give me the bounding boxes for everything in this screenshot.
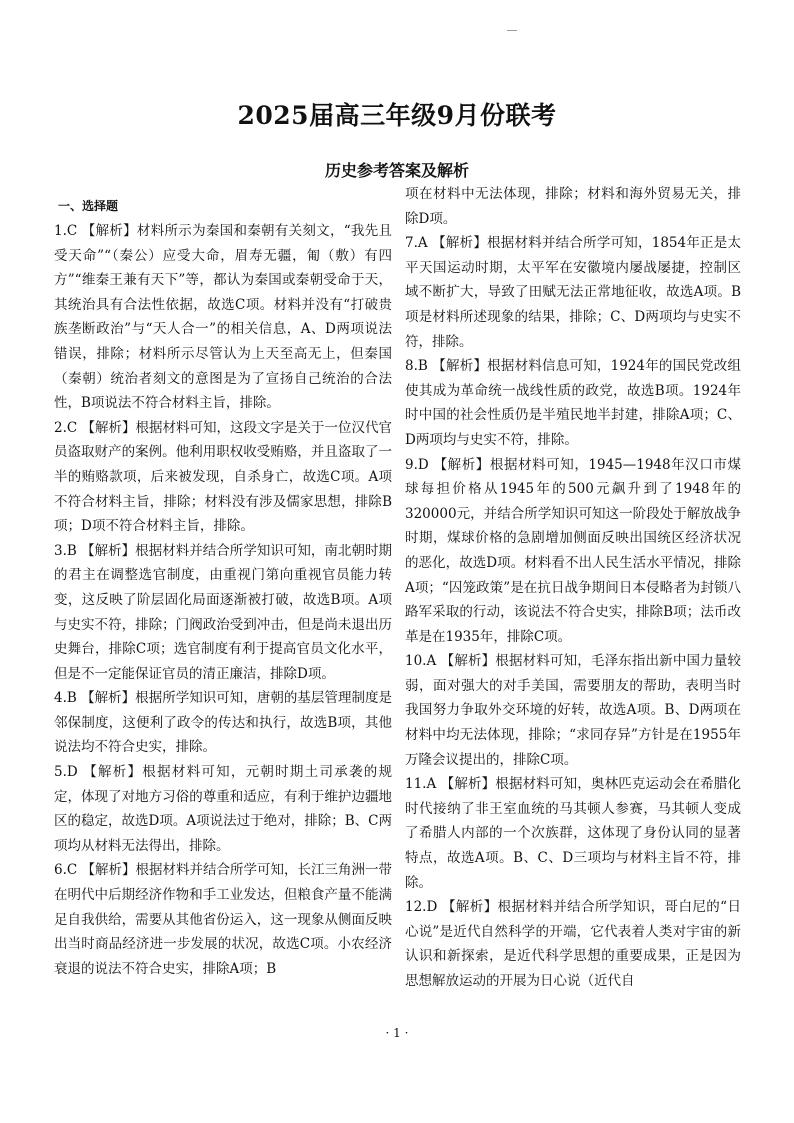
scan-mark: [507, 30, 517, 31]
answer-item-2: 2.C 【解析】根据材料可知，这段文字是关于一位汉代官员盗取财产的案例。他利用职权收受贿赂，并且盗取了一半的贿赂款项，后来被发现，自杀身亡，故选C项。A项不符合材料主旨，排除；材料没有涉及儒家思想，排除B项；D项不符合材料主旨，排除。: [54, 419, 393, 535]
left-column: [54, 219, 392, 981]
answer-item-1: 1.C 【解析】材料所示为秦国和秦朝有关刻文，“我先且受天命”“（秦公）应受大命，眉寿无疆，匍（敷）有四方”“维秦王兼有天下”等，都认为秦国或秦朝受命于天，其统治具有合法性依据，故选C项。材料并没有“打破贵族垄断政治”与“天人合一”的相关信息，A、D两项说法错误，排除；材料所示尽管认为上天至高无上，但秦国（秦朝）统治者刻文的意图是为了宣扬自己统治的合法性，B项说法不符合材料主旨，排除。: [54, 223, 392, 412]
answer-item-5: 5.D 【解析】根据材料可知，元朝时期土司承袭的规定，体现了对地方习俗的尊重和适应，有利于维护边疆地区的稳定，故选D项。A项说法过于绝对，排除；B、C两项均从材料无法得出，排除。: [54, 764, 392, 854]
page-subtitle: 历史参考答案及解析: [324, 161, 469, 180]
answer-item-10: 10.A 【解析】根据材料可知，毛泽东指出新中国力量较弱，面对强大的对手美国，需要朋友的帮助，表明当时我国努力争取外交环境的好转，故选A项。B、D两项在材料中均无法体现，排除；“求同存异”方针是在1955年万隆会议提出的，排除C项。: [405, 653, 741, 768]
answer-item-11: 11.A 【解析】根据材料可知，奥林匹克运动会在希腊化时代接纳了非王室血统的马其顿人参赛，马其顿人变成了希腊人内部的一个次族群，这体现了身份认同的显著特点，故选A项。B、C、D三项均与材料主旨不符，排除。: [405, 776, 741, 891]
answer-item-6-continuation: 项在材料中无法体现，排除；材料和海外贸易无关，排除D项。: [405, 186, 741, 227]
answer-item-9: 9.D 【解析】根据材料可知，1945—1948年汉口市煤球每担价格从1945年的500元飙升到了1948年的320000元，并结合所学知识可知这一阶段处于解放战争时期，煤球价格的急剧增加侧面反映出国统区经济状况的恶化，故选D项。材料看不出人民生活水平情况，排除A项；“囚笼政策”是在抗日战争期间日本侵略者为封锁八路军采取的行动，该说法不符合史实，排除B项；法币改革是在1935年，排除C项。: [405, 456, 741, 645]
answer-item-8: 8.B 【解析】根据材料信息可知，1924年的国民党改组使其成为革命统一战线性质的政党，故选B项。1924年时中国的社会性质仍是半殖民地半封建，排除A项；C、D两项均与史实不符，排除。: [405, 358, 741, 448]
section-heading: 一、选择题: [58, 199, 119, 213]
answer-item-6: 6.C 【解析】根据材料并结合所学可知，长江三角洲一带在明代中后期经济作物和手工业发达，但粮食产量不能满足自我供给，需要从其他省份运入，这一现象从侧面反映出当时商品经济进一步发展的状况，故选C项。小农经济衰退的说法不符合史实，排除A项；B: [54, 862, 393, 977]
page-title: 2025届高三年级9月份联考: [237, 101, 557, 130]
page-number: · 1 ·: [385, 1026, 409, 1040]
answer-item-12: 12.D 【解析】根据材料并结合所学知识，哥白尼的“日心说”是近代自然科学的开端，它代表着人类对宇宙的新认识和新探索，是近代科学思想的重要成果，正是因为思想解放运动的开展为日心说（近代自: [405, 899, 741, 989]
answer-item-4: 4.B 【解析】根据所学知识可知，唐朝的基层管理制度是邻保制度，这便利了政令的传达和执行，故选B项，其他说法均不符合史实，排除。: [54, 690, 392, 756]
answer-item-7: 7.A 【解析】根据材料并结合所学可知，1854年正是太平天国运动时期，太平军在安徽境内屡战屡捷，控制区域不断扩大，导致了田赋无法正常地征收，故选A项。B项是材料所述现象的结果，排除；C、D两项均与史实不符，排除。: [405, 235, 741, 350]
answer-item-3: 3.B 【解析】根据材料并结合所学知识可知，南北朝时期的君主在调整选官制度，由重视门第向重视官员能力转变，这反映了阶层固化局面逐渐被打破，故选B项。A项与史实不符，排除；门阀政治受到冲击，但是尚未退出历史舞台，排除C项；选官制度有利于提高官员文化水平，但是不一定能保证官员的清正廉洁，排除D项。: [54, 542, 392, 682]
right-column: [405, 182, 741, 994]
